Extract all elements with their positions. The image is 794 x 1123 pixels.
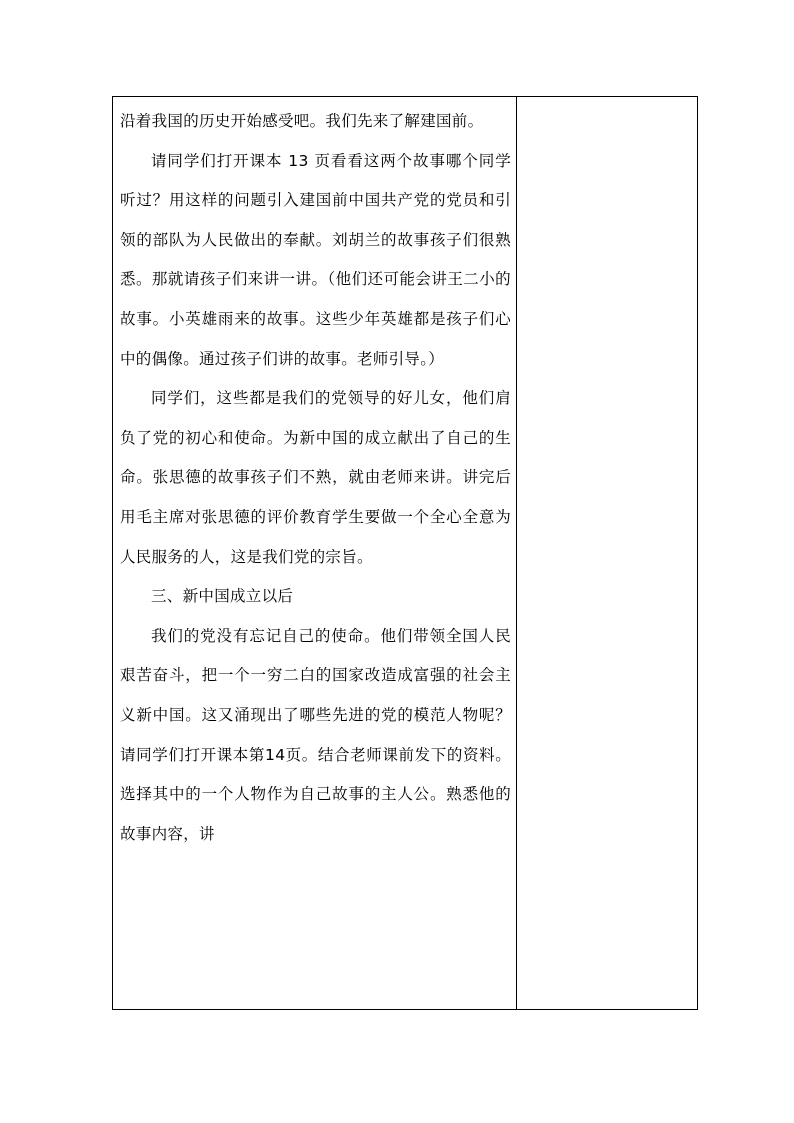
- paragraph-1: 沿着我国的历史开始感受吧。我们先来了解建国前。: [120, 112, 484, 130]
- section-heading: 三、新中国成立以后: [151, 587, 294, 606]
- paragraph-4: 我们的党没有忘记自己的使命。他们带领全国人民艰苦奋斗，把一个一穷二白的国家改造成富强的社会主义新中国。这又涌现出了哪些先进的党的模范人物呢？请同学们打开课本第14页。结合老师课前发下的资料。选择其中的一个人物作为自己故事的主人公。熟悉他的故事内容，讲: [120, 626, 511, 843]
- notes-column: [517, 97, 697, 1009]
- paragraph-3: 同学们，这些都是我们的党领导的好儿女，他们肩负了党的初心和使命。为新中国的成立献出了自己的生命。张思德的故事孩子们不熟，就由老师来讲。讲完后用毛主席对张思德的评价教育学生要做一个全心全意为人民服务的人，这是我们党的宗旨。: [120, 389, 511, 566]
- content-column: [113, 97, 517, 1009]
- lesson-table: [112, 96, 698, 1010]
- paragraph-2: 请同学们打开课本 13 页看看这两个故事哪个同学听过？用这样的问题引入建国前中国共产党的党员和引领的部队为人民做出的奉献。刘胡兰的故事孩子们很熟悉。那就请孩子们来讲一讲。（他们还可能会讲王二小的故事。小英雄雨来的故事。这些少年英雄都是孩子们心中的偶像。通过孩子们讲的故事。老师引导。）: [120, 151, 511, 368]
